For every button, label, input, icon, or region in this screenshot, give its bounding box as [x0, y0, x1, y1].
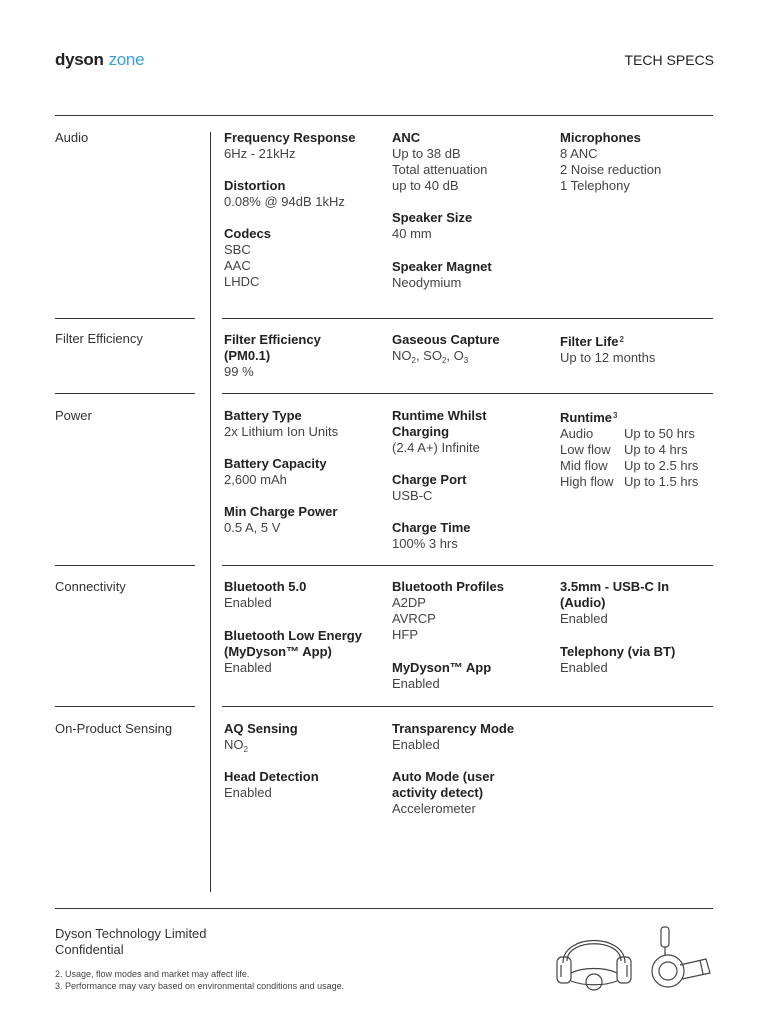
- spec-bluetooth: Bluetooth 5.0 Enabled: [224, 579, 307, 610]
- spec-auto-mode: Auto Mode (user activity detect) Accelerometer: [392, 769, 495, 816]
- runtime-time: Up to 4 hrs: [624, 442, 688, 457]
- spec-microphones: Microphones 8 ANC 2 Noise reduction 1 Telephony: [560, 130, 662, 193]
- spec-runtime-whilst-charging: Runtime Whilst Charging (2.4 A+) Infinite: [392, 408, 487, 455]
- spec-audio-jack: 3.5mm - USB-C In (Audio) Enabled: [560, 579, 670, 626]
- divider-sensing-content: [222, 706, 713, 707]
- page-title: TECH SPECS: [624, 52, 714, 68]
- runtime-mode: Mid flow: [560, 458, 608, 473]
- section-label-filter: Filter Efficiency: [55, 331, 143, 346]
- spec-mydyson-app: MyDyson™ App Enabled: [392, 660, 492, 691]
- runtime-time: Up to 1.5 hrs: [624, 474, 699, 489]
- dyson-zone-logo: [55, 50, 144, 70]
- footnote-3: 3. Performance may vary based on environmental conditions and usage.: [55, 981, 345, 991]
- runtime-mode: Audio: [560, 426, 594, 441]
- section-label-connectivity: Connectivity: [55, 579, 126, 594]
- footer-company: Dyson Technology Limited Confidential: [55, 926, 207, 957]
- spec-speaker-size: Speaker Size 40 mm: [392, 210, 473, 241]
- spec-bluetooth-low-energy: Bluetooth Low Energy (MyDyson™ App) Enabled: [224, 628, 362, 675]
- divider-connectivity-label: [55, 565, 195, 566]
- gaseous-capture-formula: $NO_2$, $SO_2$, $O_3$: [392, 348, 469, 365]
- divider-power-content: [222, 393, 713, 394]
- spec-bluetooth-profiles: Bluetooth Profiles A2DP AVRCP HFP: [392, 579, 504, 642]
- spec-head-detection: Head Detection Enabled: [224, 769, 319, 800]
- spec-filter-life: Filter Life$^2$ Up to 12 months: [560, 334, 656, 365]
- spec-runtime: Runtime$^3$ Audio Up to 50 hrs Low flow Up to 4 hrs Mid flow Up to 2.5 hrs High flow Up to 1.5 hrs: [560, 408, 720, 490]
- brand-name: dyson: [55, 50, 104, 69]
- divider-sensing-label: [55, 706, 195, 707]
- headphones-side-view-icon: [648, 925, 714, 993]
- section-label-power: Power: [55, 408, 92, 423]
- spec-battery-capacity: Battery Capacity 2,600 mAh: [224, 456, 327, 487]
- spec-telephony: Telephony (via BT) Enabled: [560, 644, 676, 675]
- divider-power-label: [55, 393, 195, 394]
- footer-divider: [55, 908, 713, 909]
- spec-aq-sensing: AQ Sensing $NO_2$: [224, 721, 384, 758]
- runtime-time: Up to 2.5 hrs: [624, 458, 699, 473]
- model-name: zone: [108, 50, 145, 69]
- footnote-2: 2. Usage, flow modes and market may affect life.: [55, 969, 250, 979]
- spec-min-charge-power: Min Charge Power 0.5 A, 5 V: [224, 504, 338, 535]
- divider-filter-label: [55, 318, 195, 319]
- spec-frequency-response: Frequency Response 6Hz - 21kHz: [224, 130, 356, 161]
- column-divider: [210, 132, 211, 892]
- header-divider: [55, 115, 713, 116]
- spec-battery-type: Battery Type 2x Lithium Ion Units: [224, 408, 339, 439]
- runtime-time: Up to 50 hrs: [624, 426, 695, 441]
- headphones-with-visor-icon: [553, 925, 635, 993]
- spec-speaker-magnet: Speaker Magnet Neodymium: [392, 259, 492, 290]
- spec-anc: ANC Up to 38 dB Total attenuation up to 40 dB: [392, 130, 488, 193]
- footnote-marker: 3: [613, 411, 618, 420]
- spec-charge-time: Charge Time 100% 3 hrs: [392, 520, 471, 551]
- runtime-table: [560, 426, 720, 490]
- divider-filter-content: [222, 318, 713, 319]
- divider-connectivity-content: [222, 565, 713, 566]
- spec-gaseous-capture: Gaseous Capture $NO_2$, $SO_2$, $O_3$: [392, 332, 502, 369]
- spec-filter-efficiency: Filter Efficiency (PM0.1) 99 %: [224, 332, 321, 379]
- section-label-audio: Audio: [55, 130, 89, 145]
- runtime-mode: Low flow: [560, 442, 611, 457]
- section-label-sensing: On-Product Sensing: [55, 721, 173, 736]
- aq-sensing-formula: $NO_2$: [224, 737, 248, 754]
- spec-charge-port: Charge Port USB-C: [392, 472, 467, 503]
- spec-codecs: Codecs SBC AAC LHDC: [224, 226, 271, 289]
- spec-distortion: Distortion 0.08% @ 94dB 1kHz: [224, 178, 345, 209]
- runtime-mode: High flow: [560, 474, 614, 489]
- footnote-marker: 2: [619, 335, 624, 344]
- spec-transparency-mode: Transparency Mode Enabled: [392, 721, 515, 752]
